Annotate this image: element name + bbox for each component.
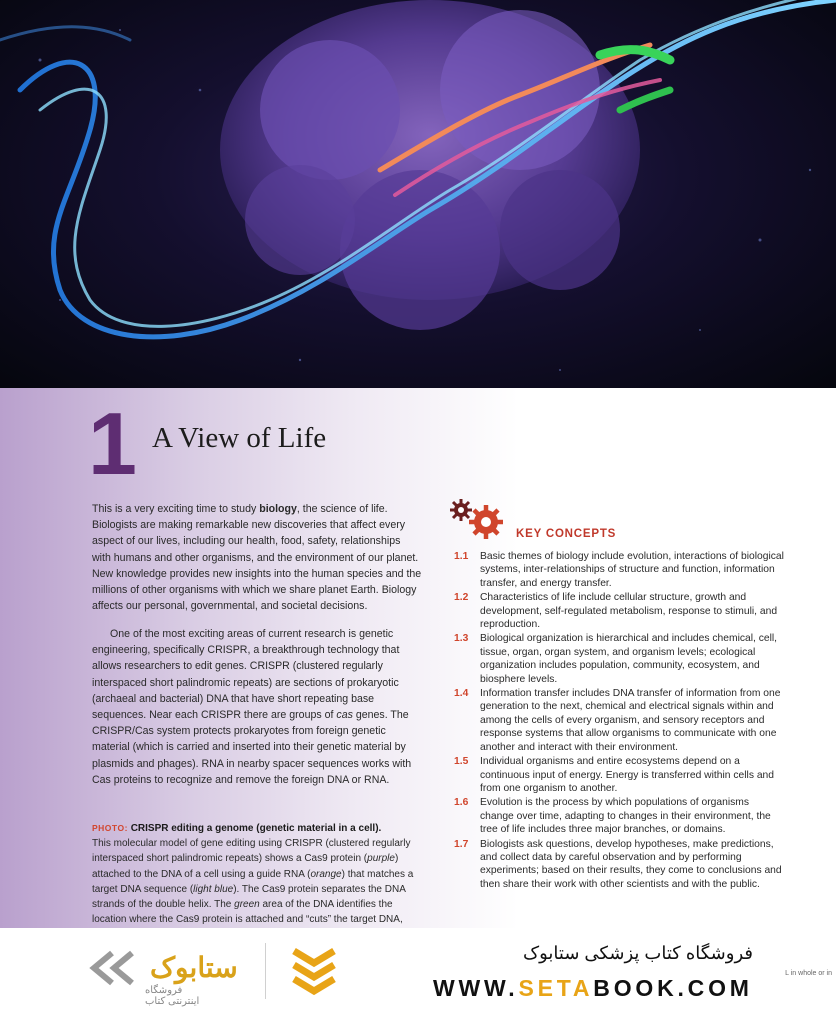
key-concept-item: 1.1 Basic themes of biology include evolution, interactions of biological systems, inter-relationships of structure and function, information transfer, and energy transfer. [454, 551, 784, 589]
intro-paragraph-1: This is a very exciting time to study biology, the science of life. Biologists are making remarkable new discoveries that affect every aspect of our lives, including our health, food, safety, relationships with humans and other organisms, and the environment of our planet. New knowledge provides new insights into the human species and the millions of other organisms with which we share planet Earth. Biology affects our personal, governmental, and societal decisions. [92, 503, 422, 613]
cas9-protein [220, 0, 640, 330]
setabook-logo[interactable] [90, 941, 238, 1007]
photo-label: PHOTO: [92, 823, 128, 833]
stacked-chevrons-icon [290, 945, 338, 995]
store-name: فروشگاه کتاب پزشکی ستابوک [523, 943, 753, 963]
chapter-title: A View of Life [152, 422, 327, 454]
intro-paragraph-2: One of the most exciting areas of current research is genetic engineering, specifically CRISPR, a breakthrough technology that allows researchers to edit genes. CRISPR (clustered regularly interspaced short palindromic repeats) are sections of prokaryotic (archaeal and bacterial) DNA that have short repeating base sequences. Near each CRISPR there are groups of cas genes. The CRISPR/Cas system protects prokaryotes from foreign genetic material (which is carried and inserted into their genetic material by plasmids and phages). RNA in nearby spacer sequences works with Cas proteins to recognize and remove the foreign DNA or RNA. [92, 628, 412, 786]
key-concept-item: 1.7 Biologists ask questions, develop hypotheses, make predictions, and collect data by careful observation and by performing experiments; based on their results, they come to conclusions and then share their work with other scientists and with the public. [454, 838, 782, 890]
key-concept-item: 1.5 Individual organisms and entire ecosystems depend on a continuous input of energy. Energy is transferred within cells and from one organism to another. [454, 756, 775, 794]
hero-crispr-image [0, 0, 836, 388]
store-footer-banner [55, 929, 836, 1010]
key-concepts-list [454, 550, 784, 892]
footer-divider [265, 943, 266, 999]
logo-subtitle: فروشگاه اینترنتی کتاب [145, 985, 200, 1007]
key-concepts-title: KEY CONCEPTS [516, 528, 617, 540]
key-concept-item: 1.6 Evolution is the process by which populations of organisms change over time, adapting to changes in their environment, the tree of life includes three major branches, or domains. [454, 797, 771, 836]
logo-wordmark: ستابوک [150, 952, 238, 983]
key-concept-item: 1.2 Characteristics of life include cellular structure, growth and development, self-regulated metabolism, response to stimuli, and reproduction. [454, 592, 778, 631]
cropped-footnote: L in whole or in [785, 970, 832, 977]
key-concept-item: 1.3 Biological organization is hierarchical and includes chemical, cell, tissue, organ, organ system, and organism levels; ecological organization includes population, community, ecosystem, and biosphere levels. [454, 633, 778, 685]
chapter-number: 1 [88, 394, 135, 493]
photo-caption-heading: CRISPR editing a genome (genetic material in a cell). [130, 823, 382, 834]
gears-icon [448, 496, 510, 544]
store-url[interactable]: WWW.SETABOOK.COM [433, 975, 753, 1001]
dna-illustration [0, 0, 836, 388]
key-concept-item: 1.4 Information transfer includes DNA transfer of information from one generation to the next, chemical and electrical signals within and among the cells of every organism, and sensory receptors and response systems that allow organisms to communicate with one another and interact with their environment. [454, 688, 781, 753]
double-chevron-icon [90, 951, 140, 985]
photo-caption: PHOTO: CRISPR editing a genome (genetic material in a cell). This molecular model of gene editing using CRISPR (clustered regularly interspaced short palindromic repeats) shows a Cas9 protein (purple) attached to the DNA of a cell using a guide RNA (orange) that matches a target DNA sequence (light blue). The Cas9 protein separates the DNA strands of the double helix. The green area of the DNA identifies the location where the Cas9 protein is attached and “cuts” the target DNA, [92, 821, 422, 929]
